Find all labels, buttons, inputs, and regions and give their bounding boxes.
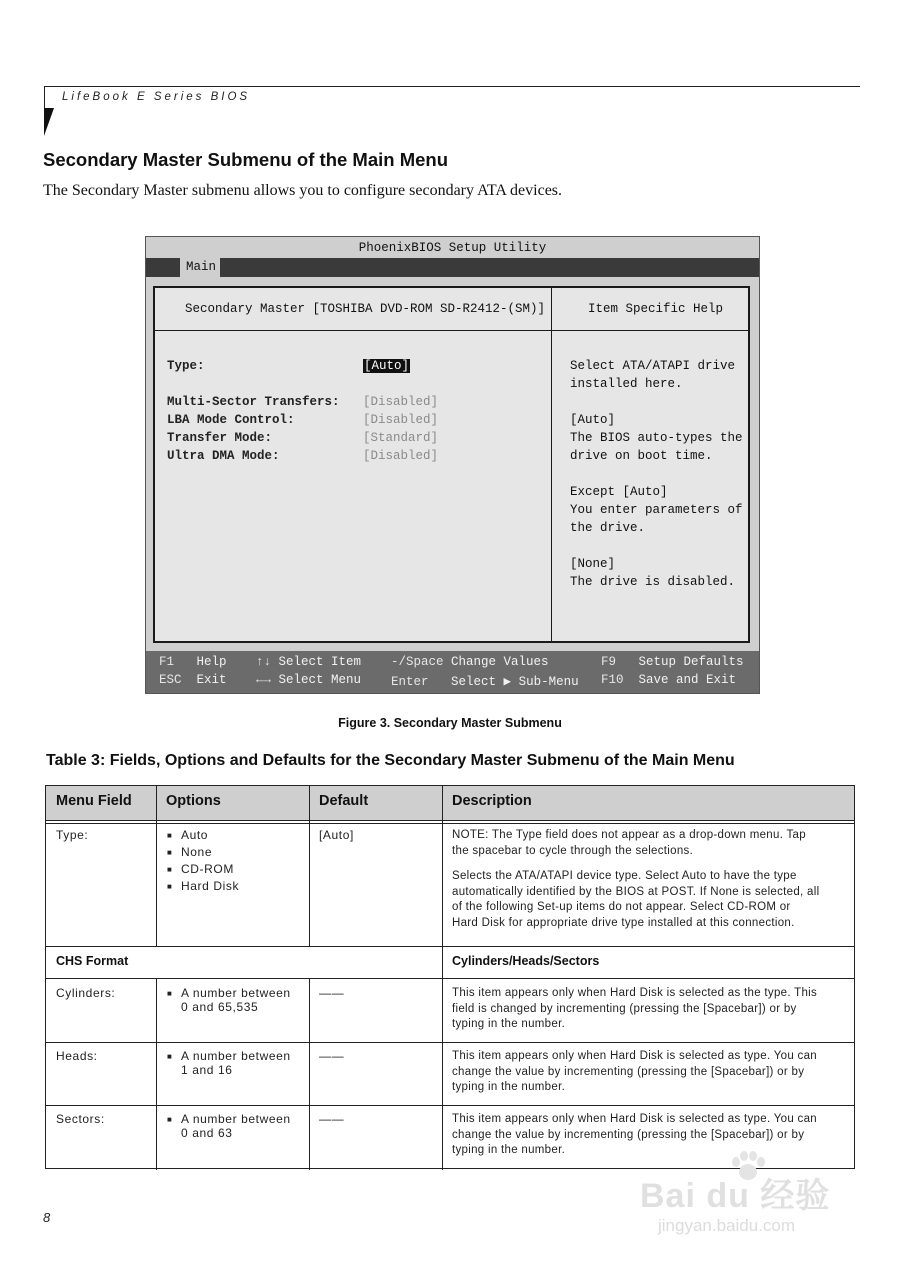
panel-header: Secondary Master [TOSHIBA DVD-ROM SD-R2412-(SM)]	[185, 302, 546, 316]
column-header: Default	[319, 793, 369, 809]
bios-key-footer	[146, 651, 759, 693]
column-divider	[156, 786, 157, 946]
bios-panel	[153, 286, 750, 643]
help-line: the drive.	[570, 521, 646, 535]
description: This item appears only when Hard Disk is selected as type. You can change the value by incrementing (pressing the [Spacebar]) or by typing in the number.	[452, 1113, 817, 1156]
key-exit[interactable]: ESC Exit	[159, 673, 227, 687]
options-list: ■ A number between 1 and 16	[167, 1049, 291, 1077]
table-title: Table 3: Fields, Options and Defaults for the Secondary Master Submenu of the Main Menu	[46, 752, 735, 769]
default-value: ——	[319, 986, 345, 1000]
help-line: [Auto]	[570, 413, 616, 427]
row-divider	[46, 978, 854, 979]
header-marker	[44, 108, 54, 136]
key-setup-defaults[interactable]: F9 Setup Defaults	[601, 655, 744, 669]
default-value: ——	[319, 1112, 345, 1126]
column-divider	[156, 978, 157, 1170]
table-header-row	[46, 786, 854, 821]
running-title: LifeBook E Series BIOS	[62, 91, 251, 103]
field-name-sectors: Sectors:	[56, 1112, 105, 1126]
options-table	[45, 785, 855, 1169]
row-divider	[46, 1042, 854, 1043]
description: NOTE: The Type field does not appear as a drop-down menu. Tap the spacebar to cycle through the selections. Selects the ATA/ATAPI device type. Select Auto to have the type automatically identified by the BIOS at POST. If None is selected, all of the following Set-up items do not appear. Select CD-ROM or Hard Disk for appropriate drive type installed at this connection.	[452, 829, 820, 929]
column-divider	[442, 946, 443, 978]
options-list: ■ A number between 0 and 63	[167, 1112, 291, 1140]
chs-format-desc: Cylinders/Heads/Sectors	[452, 954, 600, 968]
column-divider	[442, 978, 443, 1170]
panel-header-rule	[155, 330, 748, 331]
default-value: [Auto]	[319, 828, 354, 842]
column-divider	[309, 786, 310, 946]
field-value[interactable]: [Disabled]	[363, 449, 439, 463]
watermark-brand: Bai du 经验	[640, 1177, 831, 1215]
field-value[interactable]: [Disabled]	[363, 395, 439, 409]
field-value-selected[interactable]: [Auto]	[364, 359, 410, 373]
column-header: Options	[166, 793, 221, 809]
header-double-rule	[46, 821, 854, 824]
bios-screen	[145, 236, 760, 694]
bios-tab-main[interactable]: Main	[180, 258, 220, 277]
options-list: ■ A number between 0 and 65,535	[167, 986, 291, 1014]
key-select-item[interactable]: ↑↓ Select Item	[256, 655, 362, 669]
field-label: Transfer Mode:	[167, 431, 273, 445]
option-item: Hard Disk	[181, 879, 240, 893]
key-select-menu[interactable]: ←→ Select Menu	[256, 673, 362, 687]
field-name-type: Type:	[56, 828, 89, 842]
field-label: LBA Mode Control:	[167, 413, 295, 427]
field-label: Multi-Sector Transfers:	[167, 395, 340, 409]
option-item: Auto	[181, 828, 209, 842]
help-line: Except [Auto]	[570, 485, 668, 499]
row-divider	[46, 1105, 854, 1106]
help-line: drive on boot time.	[570, 449, 713, 463]
help-line: installed here.	[570, 377, 683, 391]
field-label: Type:	[167, 359, 205, 373]
column-divider	[309, 978, 310, 1170]
key-help[interactable]: F1 Help	[159, 655, 227, 669]
key-change-values[interactable]: -/Space Change Values	[391, 655, 549, 669]
bios-menubar	[146, 258, 759, 277]
options-list: ■ Auto ■ None ■ CD-ROM ■ Hard Disk	[167, 828, 240, 893]
description: This item appears only when Hard Disk is selected as type. You can change the value by incrementing (pressing the [Spacebar]) or by typing in the number.	[452, 1050, 817, 1093]
header-bar	[44, 86, 45, 108]
help-line: Select ATA/ATAPI drive	[570, 359, 736, 373]
bios-title: PhoenixBIOS Setup Utility	[146, 237, 759, 257]
row-divider	[46, 946, 854, 947]
help-line: [None]	[570, 557, 616, 571]
field-value[interactable]: [Disabled]	[363, 413, 439, 427]
option-item: CD-ROM	[181, 862, 234, 876]
help-line: The drive is disabled.	[570, 575, 736, 589]
section-intro: The Secondary Master submenu allows you to configure secondary ATA devices.	[43, 182, 563, 199]
column-divider	[442, 786, 443, 946]
figure-caption: Figure 3. Secondary Master Submenu	[338, 716, 562, 730]
help-line: You enter parameters of	[570, 503, 743, 517]
field-value[interactable]: [Standard]	[363, 431, 439, 445]
column-header: Description	[452, 793, 532, 809]
description: This item appears only when Hard Disk is selected as the type. This field is changed by incrementing (pressing the [Spacebar]) or by typing in the number.	[452, 987, 818, 1030]
watermark	[640, 1150, 840, 1240]
panel-divider	[551, 288, 552, 641]
key-save-exit[interactable]: F10 Save and Exit	[601, 673, 737, 687]
field-name-cylinders: Cylinders:	[56, 986, 116, 1000]
header-rule	[44, 86, 860, 87]
help-header: Item Specific Help	[588, 302, 724, 316]
column-header: Menu Field	[56, 793, 132, 809]
option-item: None	[181, 845, 213, 859]
chs-format-label: CHS Format	[56, 954, 129, 968]
default-value: ——	[319, 1049, 345, 1063]
field-label: Ultra DMA Mode:	[167, 449, 280, 463]
key-sub-menu[interactable]: Enter Select ▶ Sub-Menu	[391, 675, 579, 689]
page-number: 8	[43, 1210, 51, 1225]
field-name-heads: Heads:	[56, 1049, 98, 1063]
section-title: Secondary Master Submenu of the Main Menu	[43, 149, 449, 170]
help-line: The BIOS auto-types the	[570, 431, 743, 445]
watermark-url: jingyan.baidu.com	[658, 1216, 796, 1235]
